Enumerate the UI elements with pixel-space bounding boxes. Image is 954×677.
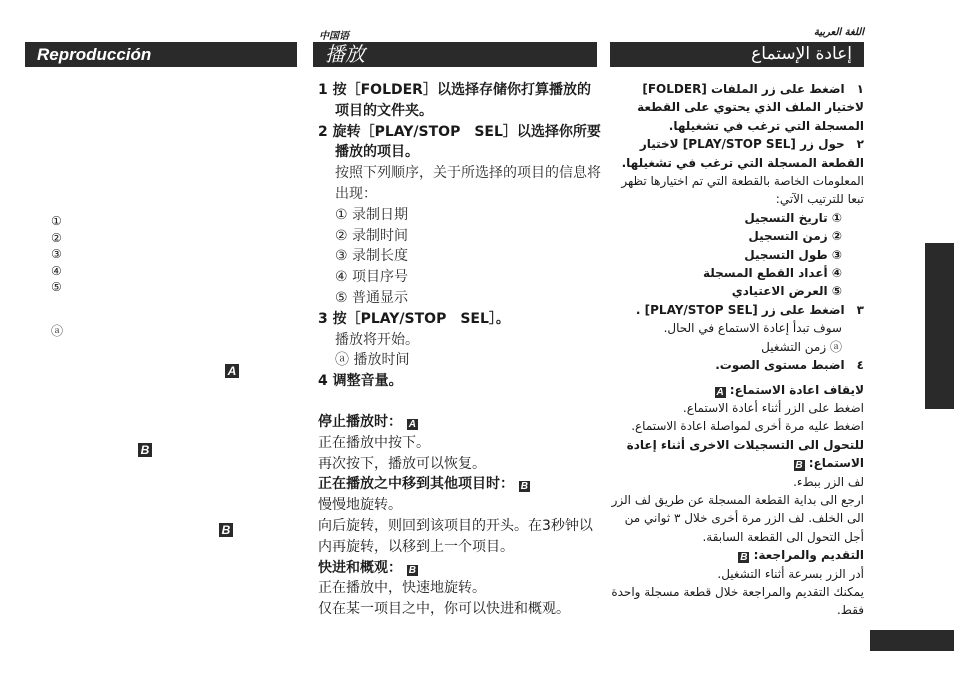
step-1: ١ اضغط على زر الملفات [FOLDER] لاختيار الملف الذي يحتوي على القطعة المسجلة التي ترغب في تشغيلها. [637,82,864,133]
info-item: ④ 项目序号 [335,269,409,286]
step-3-note: سوف تبدأ إعادة الاستماع في الحال. [663,321,842,336]
box-a-icon: A [408,418,416,430]
ff-heading: التقديم والمراجعة: B [740,548,864,564]
step-3-item: ⓐ زمن التشغيل [761,339,842,354]
side-thumb-tab [925,243,954,409]
move-line: 向后旋转，则回到该项目的开头。在3秒钟以内再旋转，以移到上一个项目。 [318,517,593,555]
move-heading: 正在播放之中移到其他项目时： B [318,476,528,493]
ff-line: أدر الزر بسرعة أثناء التشغيل. [717,566,864,581]
stop-heading: لايقاف اعادة الاستماع: A [716,382,864,398]
info-item: ③ طول التسجيل [744,247,842,262]
step-3-item: ⓐ 播放时间 [335,352,410,369]
step-4: ٤ اضبط مستوى الصوت. [715,358,864,373]
info-item: ② 录制时间 [335,227,409,244]
step-3: 3 按［PLAY/STOP SEL］。 [318,310,510,327]
chinese-language-label: 中国语 [319,31,349,42]
page-corner-tab [870,630,954,651]
stop-line: 正在播放中按下。 [318,434,430,451]
stop-line: اضغط عليه مرة أخرى لمواصلة اعادة الاستماع. [631,419,864,434]
marker-3: ③ [51,247,62,261]
box-b-icon: B [408,564,416,576]
move-line: ارجع الى بداية القطعة المسجلة عن طريق لف الزر الى الخلف. لف الزر مرة أخرى خلال ٣ ثواني من أجل التحول الى القطعة السابقة. [611,492,864,544]
chinese-body [318,80,603,620]
arabic-body [608,80,864,620]
move-line: لف الزر ببطء. [793,474,864,489]
spanish-info-markers [51,213,62,296]
arabic-section-header: إعادة الإستماع [610,42,864,67]
marker-a: ⓐ [51,324,64,338]
step-3-note: 播放将开始。 [335,331,419,348]
move-line: 慢慢地旋转。 [318,497,402,514]
box-a-icon: A [716,386,724,398]
arabic-language-label: اللغة العربية [813,27,864,38]
step-1: 1 按［FOLDER］以选择存储你打算播放的项目的文件夹。 [318,82,591,119]
step-2-note: المعلومات الخاصة بالقطعة التي تم اختيارها تظهر تبعا للترتيب الآتي: [621,174,864,207]
chinese-section-header: 播放 [313,42,597,67]
step-2: ٢ حول زر [PLAY/STOP SEL] لاختيار القطعة المسجلة التي ترغب في تشغيلها. [621,137,864,170]
marker-1: ① [51,214,62,228]
info-item: ② زمن التسجيل [748,229,842,244]
info-item: ③ 录制长度 [335,248,409,265]
stop-line: اضغط على الزر أثناء أعادة الاستماع. [682,400,864,415]
marker-2: ② [51,230,62,245]
info-item: ⑤ 普通显示 [335,289,409,306]
box-b-icon: B [520,481,528,493]
ff-line: يمكنك التقديم والمراجعة خلال قطعة مسجلة واحدة فقط. [611,584,864,618]
ff-heading: 快进和概观： B [318,559,416,576]
step-3: ٣ اضغط على زر [PLAY/STOP SEL] . [635,302,864,317]
marker-5: ⑤ [51,280,62,294]
move-heading: للتحول الى التسجيلات الاخرى أثناء إعادة الاستماع: B [626,437,864,472]
box-a-icon: A [225,364,239,378]
ff-line: 仅在某一项目之中，你可以快进和概观。 [318,601,570,618]
info-item: ⑤ العرض الاعتيادي [731,284,842,299]
info-item: ① 录制日期 [335,206,409,223]
box-b-icon: B [219,523,233,537]
box-b-icon: B [138,443,152,457]
box-b-icon: B [795,460,803,472]
stop-line: 再次按下，播放可以恢复。 [318,455,486,472]
marker-4: ④ [51,263,62,278]
info-item: ④ أعداد القطع المسجلة [702,266,842,281]
box-b-icon: B [740,552,748,564]
step-2: 2 旋转［PLAY/STOP SEL］以选择你所要播放的项目。 [318,123,601,161]
info-item: ① تاريخ التسجيل [744,210,842,225]
ff-line: 正在播放中，快速地旋转。 [318,580,486,597]
step-2-note: 按照下列顺序，关于所选择的项目的信息将出现： [335,165,601,202]
stop-heading: 停止播放时： A [318,413,416,430]
step-4: 4 调整音量。 [318,373,403,390]
spanish-section-header: Reproducción [25,42,297,67]
